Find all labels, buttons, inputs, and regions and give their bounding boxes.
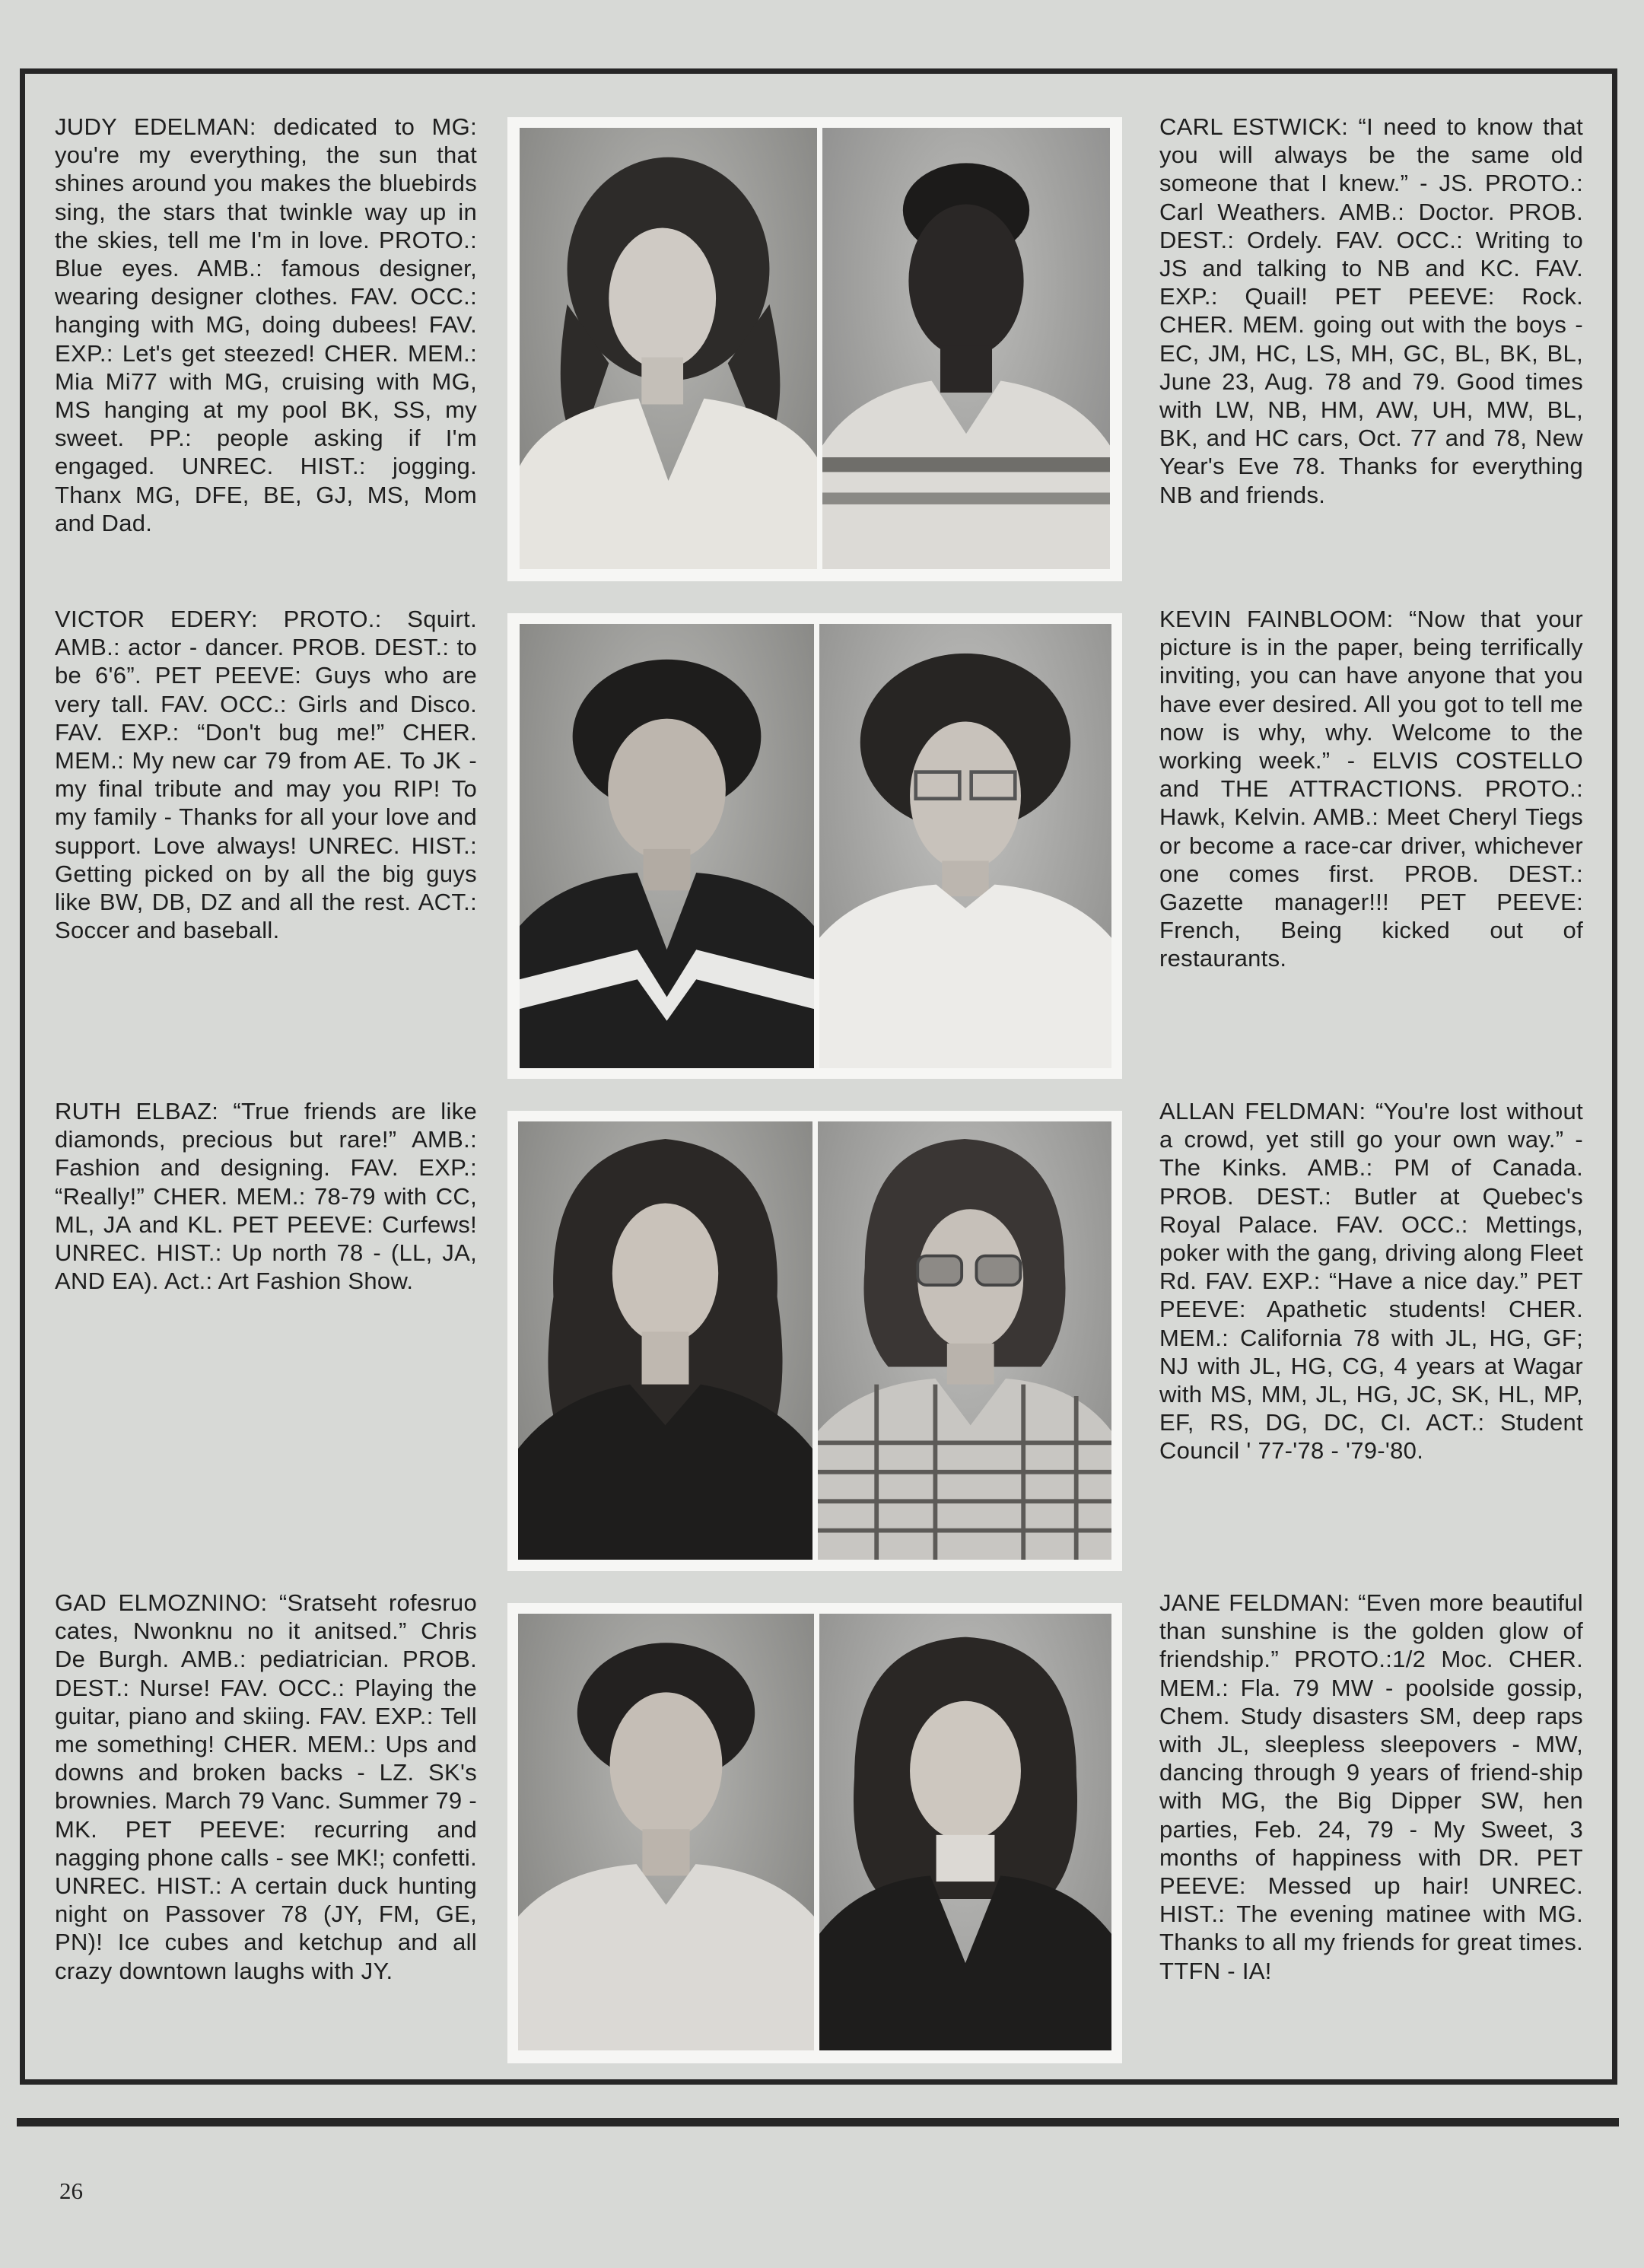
bio-kevin-fainbloom: KEVIN FAINBLOOM: “Now that your picture is in the paper, being terrifically inviting, you can have anyone that you have ever desired. All you got to tell me now is why, why. Welcome to the working week.” - ELVIS COSTELLO and THE ATTRACTIONS. PROTO.: Hawk, Kelvin. AMB.: Meet Cheryl Tiegs or become a race-car driver, whichever one comes first. PROB. DEST.: Gazette manager!!! PET PEEVE: French, Being kicked out of restaurants.: [1159, 606, 1583, 972]
bio-ruth-elbaz: RUTH ELBAZ: “True friends are like diamonds, precious but rare!” AMB.: Fashion and designing. FAV. EXP.: “Really!” CHER. MEM.: 78-79 with CC, ML, JA and KL. PET PEEVE: Curfews! UNREC. HIST.: Up north 78 - (LL, JA, AND EA). Act.: Art Fashion Show.: [55, 1098, 477, 1295]
portrait-ruth-elbaz: [518, 1121, 812, 1560]
portrait-jane-feldman: [819, 1614, 1111, 2050]
bio-jane-feldman: JANE FELDMAN: “Even more beautiful than sunshine is the golden glow of friendship.” PROTO.:1/2 Moc. CHER. MEM.: Fla. 79 MW - poolside gossip, Chem. Study disasters SM, deep raps with JL, sleepless sleepovers - MW, dancing through 9 years of friend-ship with MG, the Big Dipper SW, hen parties, Feb. 24, 79 - My Sweet, 3 months of happiness with DR. PET PEEVE: Messed up hair! UNREC. HIST.: The evening matinee with MG. Thanks to all my friends for great times. TTFN - IA!: [1159, 1589, 1583, 1984]
bio-victor-edery: VICTOR EDERY: PROTO.: Squirt. AMB.: actor - dancer. PROB. DEST.: to be 6'6”. PET PEEVE: Guys who are very tall. FAV. OCC.: Girls and Disco. FAV. EXP.: “Don't bug me!” CHER. MEM.: My new car 79 from AE. To JK - my final tribute and may you RIP! To my family - Thanks for all your love and support. Love always! UNREC. HIST.: Getting picked on by all the big guys like BW, DB, DZ and all the rest. ACT.: Soccer and baseball.: [55, 606, 477, 944]
bio-carl-estwick: CARL ESTWICK: “I need to know that you will always be the same old someone that I knew.” - JS. PROTO.: Carl Weathers. AMB.: Doctor. PROB. DEST.: Ordely. FAV. OCC.: Writing to JS and talking to NB and KC. FAV. EXP.: Quail! PET PEEVE: Rock. CHER. MEM. going out with the boys - EC, JM, HC, LS, MH, GC, BL, BK, BL, June 23, Aug. 78 and 79. Good times with LW, NB, HM, AW, UH, MW, BL, BK, and HC cars, Oct. 77 and 78, New Year's Eve 78. Thanks for everything NB and friends.: [1159, 113, 1583, 508]
bio-gad-elmoznino: GAD ELMOZNINO: “Sratseht rofesruo cates, Nwonknu no it anitsed.” Chris De Burgh. AMB.: pediatrician. PROB. DEST.: Nurse! FAV. OCC.: Playing the guitar, piano and skiing. FAV. EXP.: Tell me something! CHER. MEM.: Ups and downs and broken backs - LZ. SK's brownies. March 79 Vanc. Summer 79 - MK. PET PEEVE: recurring and nagging phone calls - see MK!; confetti. UNREC. HIST.: A certain duck hunting night on Passover 78 (JY, FM, GE, PN)! Ice cubes and ketchup and all crazy downtown laughs with JY.: [55, 1589, 477, 1984]
portrait-gad-elmoznino: [518, 1614, 814, 2050]
bio-allan-feldman: ALLAN FELDMAN: “You're lost without a crowd, yet still go your own way.” - The Kinks. AMB.: PM of Canada. PROB. DEST.: Butler at Quebec's Royal Palace. FAV. OCC.: Mettings, poker with the gang, driving along Fleet Rd. FAV. EXP.: “Have a nice day.” PET PEEVE: Apathetic students! CHER. MEM.: California 78 with JL, HG, GF; NJ with JL, HG, CG, 4 years at Wagar with MS, MM, JL, HG, JC, SK, HL, MP, EF, RS, DG, DC, CI. ACT.: Student Council ' 77-'78 - '79-'80.: [1159, 1098, 1583, 1465]
bio-judy-edelman: JUDY EDELMAN: dedicated to MG: you're my everything, the sun that shines around you makes the bluebirds sing, the stars that twinkle way up in the skies, tell me I'm in love. PROTO.: Blue eyes. AMB.: famous designer, wearing designer clothes. FAV. OCC.: hanging with MG, doing dubees! FAV. EXP.: Let's get steezed! CHER. MEM.: Mia Mi77 with MG, cruising with MG, MS hanging at my pool BK, SS, my sweet. PP.: people asking if I'm engaged. UNREC. HIST.: jogging. Thanx MG, DFE, BE, GJ, MS, Mom and Dad.: [55, 113, 477, 536]
portrait-carl-estwick: [822, 128, 1110, 569]
photo-pair-row-1: [507, 117, 1122, 581]
photo-pair-row-2: [507, 613, 1122, 1079]
photo-pair-row-3: [507, 1111, 1122, 1571]
portrait-allan-feldman: [818, 1121, 1111, 1560]
bottom-rule: [17, 2118, 1619, 2126]
portrait-kevin-fainbloom: [819, 624, 1111, 1068]
portrait-judy-edelman: [520, 128, 817, 569]
photo-pair-row-4: [507, 1603, 1122, 2063]
portrait-victor-edery: [520, 624, 814, 1068]
page-number: 26: [59, 2177, 83, 2204]
